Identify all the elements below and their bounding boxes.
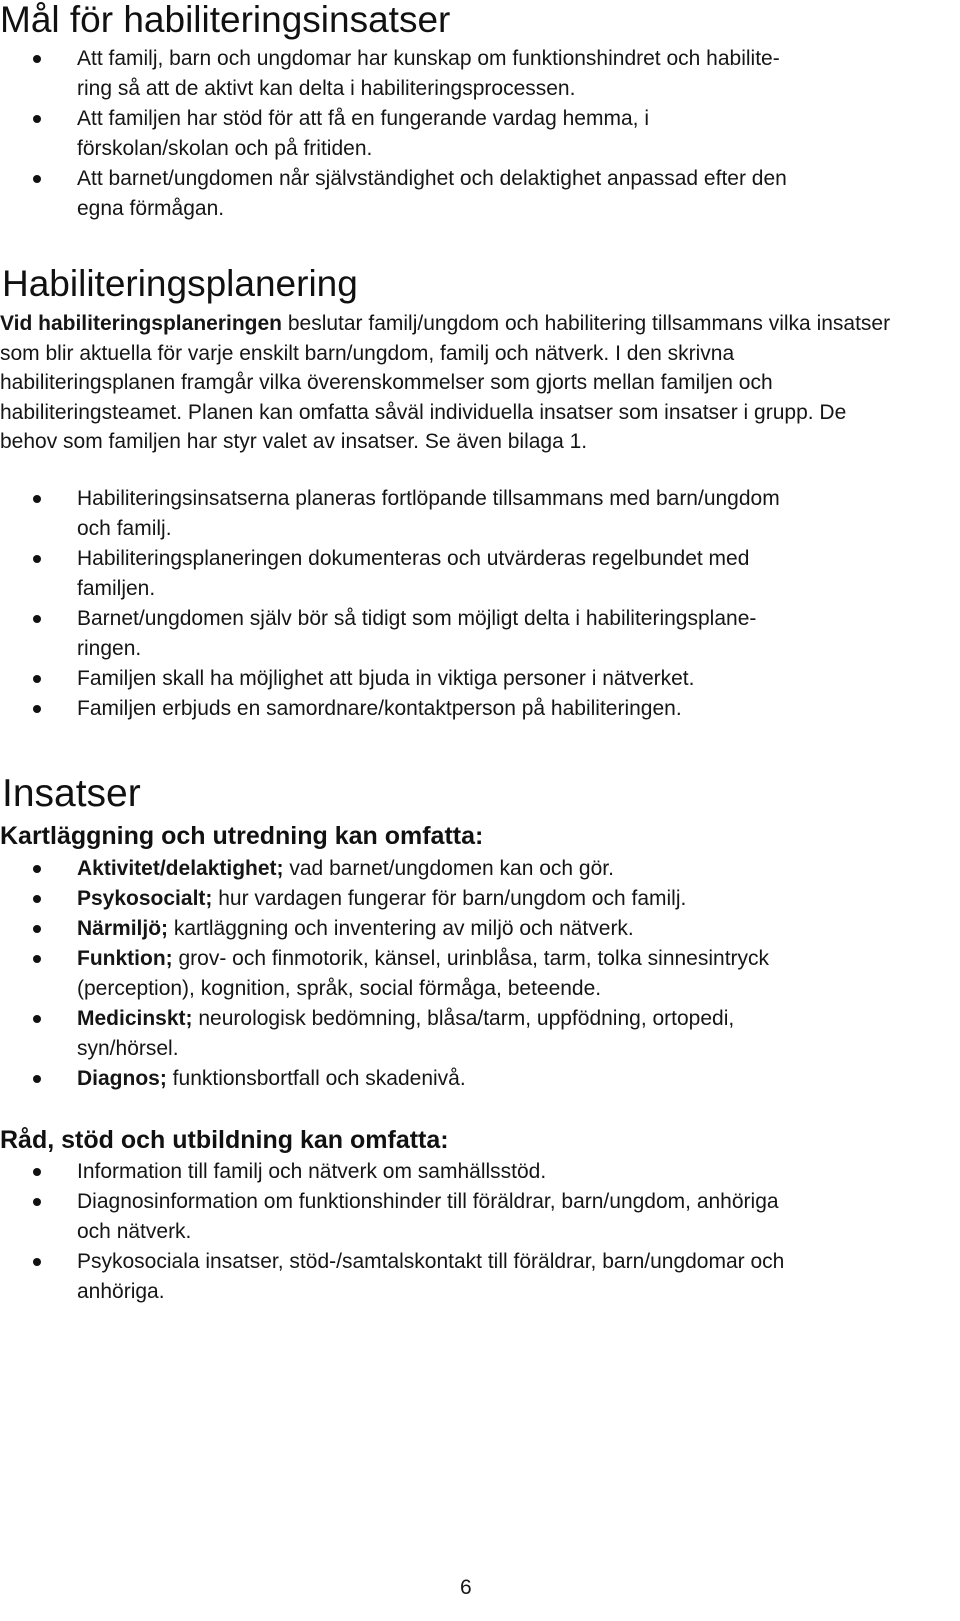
bullet-icon: [33, 705, 41, 713]
list-item: Habiliteringsinsatserna planeras fortlöpande tillsammans med barn/ungdom och familj.: [0, 484, 940, 544]
bullet-icon: [33, 175, 41, 183]
list-item: Diagnos; funktionsbortfall och skadenivå.: [0, 1064, 940, 1094]
planering-intro-paragraph: [0, 309, 900, 457]
bullet-icon: [33, 925, 41, 933]
rad-stod-bullet-list: [0, 1157, 940, 1307]
heading-insatser: Insatser: [2, 772, 141, 815]
bullet-icon: [33, 1168, 41, 1176]
bullet-icon: [33, 895, 41, 903]
list-item: Familjen skall ha möjlighet att bjuda in viktiga personer i nätverket.: [0, 664, 940, 694]
kartlaggning-bullet-list: [0, 854, 940, 1094]
bullet-icon: [33, 675, 41, 683]
bullet-icon: [33, 555, 41, 563]
list-item: Att barnet/ungdomen når självständighet och delaktighet anpassad efter den egna förmågan.: [0, 164, 940, 224]
mal-bullet-list: [0, 44, 940, 224]
page-number: 6: [460, 1576, 472, 1599]
bullet-icon: [33, 1075, 41, 1083]
list-item: Funktion; grov- och finmotorik, känsel, urinblåsa, tarm, tolka sinnesintryck (perception), kognition, språk, social förmåga, beteende.: [0, 944, 940, 1004]
bullet-icon: [33, 55, 41, 63]
bullet-icon: [33, 1015, 41, 1023]
list-item: Aktivitet/delaktighet; vad barnet/ungdomen kan och gör.: [0, 854, 940, 884]
list-item: Diagnosinformation om funktionshinder till föräldrar, barn/ungdom, anhöriga och nätverk.: [0, 1187, 940, 1247]
list-item: Närmiljö; kartläggning och inventering av miljö och nätverk.: [0, 914, 940, 944]
list-item: Familjen erbjuds en samordnare/kontaktperson på habiliteringen.: [0, 694, 940, 724]
bullet-icon: [33, 495, 41, 503]
intro-bold-term: Vid habiliteringsplaneringen: [0, 312, 282, 335]
list-item: Psykosocialt; hur vardagen fungerar för barn/ungdom och familj.: [0, 884, 940, 914]
list-item: Att familjen har stöd för att få en fungerande vardag hemma, i förskolan/skolan och på fritiden.: [0, 104, 940, 164]
planering-bullet-list: [0, 484, 940, 724]
subheading-rad-stod: Råd, stöd och utbildning kan omfatta:: [0, 1126, 449, 1154]
bullet-icon: [33, 865, 41, 873]
bullet-icon: [33, 615, 41, 623]
list-item: Barnet/ungdomen själv bör så tidigt som möjligt delta i habiliteringsplane- ringen.: [0, 604, 940, 664]
intro-text: beslutar familj/ungdom och habilitering tillsammans vilka insatser som blir aktuella för varje enskilt barn/ungdom, familj och nätverk. I den skrivna habiliteringsplanen framgår vilka överenskommelser som gjorts mellan familjen och habiliteringsteamet. Planen kan omfatta såväl individuella insatser som insatser i grupp. De behov som familjen har styr valet av insatser. Se även bilaga 1.: [0, 312, 891, 453]
list-item: Att familj, barn och ungdomar har kunskap om funktionshindret och habilite- ring så att de aktivt kan delta i habiliteringsprocessen.: [0, 44, 940, 104]
bullet-icon: [33, 1198, 41, 1206]
list-item: Medicinskt; neurologisk bedömning, blåsa/tarm, uppfödning, ortopedi, syn/hörsel.: [0, 1004, 940, 1064]
bullet-icon: [33, 955, 41, 963]
bullet-icon: [33, 1258, 41, 1266]
heading-habiliteringsplanering: Habiliteringsplanering: [2, 263, 358, 304]
subheading-kartlaggning: Kartläggning och utredning kan omfatta:: [0, 822, 484, 850]
list-item: Habiliteringsplaneringen dokumenteras och utvärderas regelbundet med familjen.: [0, 544, 940, 604]
list-item: Information till familj och nätverk om samhällsstöd.: [0, 1157, 940, 1187]
list-item: Psykosociala insatser, stöd-/samtalskontakt till föräldrar, barn/ungdomar och anhöriga.: [0, 1247, 940, 1307]
bullet-icon: [33, 115, 41, 123]
heading-mal: Mål för habiliteringsinsatser: [0, 0, 451, 40]
